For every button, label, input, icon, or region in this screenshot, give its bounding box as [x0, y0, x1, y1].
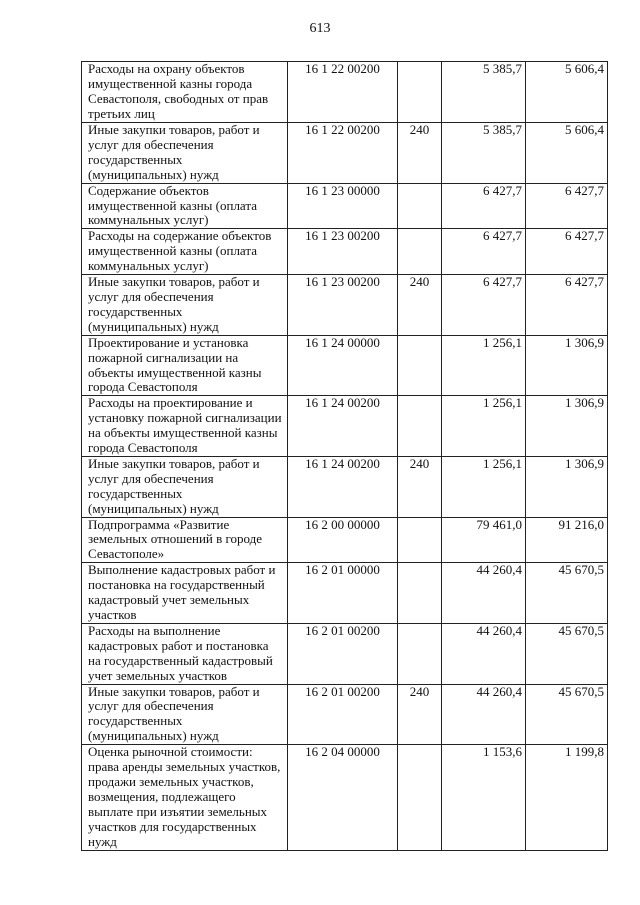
target-article-code-cell: 16 2 01 00200 [288, 684, 398, 745]
amount-cell-1: 1 256,1 [442, 456, 526, 517]
target-article-code-cell: 16 1 22 00200 [288, 123, 398, 184]
amount-cell-2: 1 306,9 [526, 335, 608, 396]
expense-kind-cell [398, 396, 442, 457]
expense-name-cell: Содержание объектов имущественной казны (оплата коммунальных услуг) [82, 183, 288, 229]
amount-cell-2: 45 670,5 [526, 684, 608, 745]
amount-cell-1: 1 153,6 [442, 745, 526, 850]
table-row [82, 335, 608, 396]
target-article-code-cell: 16 1 24 00200 [288, 396, 398, 457]
expense-kind-cell: 240 [398, 684, 442, 745]
expense-name-cell: Расходы на охрану объектов имущественной казны города Севастополя, свободных от прав третьих лиц [82, 62, 288, 123]
amount-cell-1: 6 427,7 [442, 183, 526, 229]
amount-cell-2: 5 606,4 [526, 123, 608, 184]
table-row [82, 62, 608, 123]
amount-cell-1: 44 260,4 [442, 684, 526, 745]
target-article-code-cell: 16 1 24 00200 [288, 456, 398, 517]
expense-name-cell: Иные закупки товаров, работ и услуг для обеспечения государственных (муниципальных) нужд [82, 275, 288, 336]
target-article-code-cell: 16 1 23 00000 [288, 183, 398, 229]
amount-cell-1: 5 385,7 [442, 62, 526, 123]
amount-cell-1: 5 385,7 [442, 123, 526, 184]
expense-kind-cell [398, 183, 442, 229]
expense-name-cell: Расходы на содержание объектов имущественной казны (оплата коммунальных услуг) [82, 229, 288, 275]
expense-name-cell: Иные закупки товаров, работ и услуг для обеспечения государственных (муниципальных) нужд [82, 123, 288, 184]
amount-cell-2: 1 306,9 [526, 456, 608, 517]
table-row [82, 745, 608, 850]
expense-kind-cell [398, 229, 442, 275]
expense-kind-cell [398, 335, 442, 396]
table-row [82, 623, 608, 684]
expense-kind-cell [398, 563, 442, 624]
amount-cell-2: 6 427,7 [526, 183, 608, 229]
amount-cell-2: 45 670,5 [526, 623, 608, 684]
amount-cell-1: 6 427,7 [442, 229, 526, 275]
amount-cell-2: 91 216,0 [526, 517, 608, 563]
expense-name-cell: Оценка рыночной стоимости: права аренды земельных участков, продажи земельных участков, возмещения, подлежащего выплате при изъятии земельных участков для государственных нужд [82, 745, 288, 850]
expense-name-cell: Расходы на выполнение кадастровых работ и постановка на государственный кадастровый учет земельных участков [82, 623, 288, 684]
amount-cell-1: 6 427,7 [442, 275, 526, 336]
target-article-code-cell: 16 2 00 00000 [288, 517, 398, 563]
amount-cell-2: 45 670,5 [526, 563, 608, 624]
expense-name-cell: Проектирование и установка пожарной сигнализации на объекты имущественной казны города Севастополя [82, 335, 288, 396]
expense-kind-cell [398, 517, 442, 563]
amount-cell-2: 1 306,9 [526, 396, 608, 457]
table-row [82, 517, 608, 563]
expense-kind-cell [398, 745, 442, 850]
target-article-code-cell: 16 1 24 00000 [288, 335, 398, 396]
table-body [82, 62, 608, 851]
expense-name-cell: Иные закупки товаров, работ и услуг для обеспечения государственных (муниципальных) нужд [82, 456, 288, 517]
amount-cell-2: 6 427,7 [526, 229, 608, 275]
expense-kind-cell: 240 [398, 456, 442, 517]
amount-cell-1: 1 256,1 [442, 335, 526, 396]
amount-cell-1: 44 260,4 [442, 623, 526, 684]
table-row [82, 229, 608, 275]
expense-kind-cell [398, 623, 442, 684]
expense-name-cell: Подпрограмма «Развитие земельных отношений в городе Севастополе» [82, 517, 288, 563]
table-row [82, 563, 608, 624]
amount-cell-2: 5 606,4 [526, 62, 608, 123]
budget-table [81, 61, 608, 851]
target-article-code-cell: 16 2 01 00000 [288, 563, 398, 624]
table-row [82, 123, 608, 184]
table-row [82, 183, 608, 229]
amount-cell-1: 1 256,1 [442, 396, 526, 457]
expense-kind-cell: 240 [398, 123, 442, 184]
expense-kind-cell [398, 62, 442, 123]
expense-name-cell: Расходы на проектирование и установку пожарной сигнализации на объекты имущественной казны города Севастополя [82, 396, 288, 457]
table-row [82, 456, 608, 517]
amount-cell-2: 6 427,7 [526, 275, 608, 336]
table-row [82, 684, 608, 745]
expense-kind-cell: 240 [398, 275, 442, 336]
page-number: 613 [309, 21, 331, 36]
target-article-code-cell: 16 2 04 00000 [288, 745, 398, 850]
amount-cell-1: 79 461,0 [442, 517, 526, 563]
target-article-code-cell: 16 2 01 00200 [288, 623, 398, 684]
target-article-code-cell: 16 1 23 00200 [288, 229, 398, 275]
table-row [82, 396, 608, 457]
table-row [82, 275, 608, 336]
amount-cell-1: 44 260,4 [442, 563, 526, 624]
target-article-code-cell: 16 1 23 00200 [288, 275, 398, 336]
expense-name-cell: Иные закупки товаров, работ и услуг для обеспечения государственных (муниципальных) нужд [82, 684, 288, 745]
expense-name-cell: Выполнение кадастровых работ и постановка на государственный кадастровый учет земельных участков [82, 563, 288, 624]
amount-cell-2: 1 199,8 [526, 745, 608, 850]
target-article-code-cell: 16 1 22 00200 [288, 62, 398, 123]
